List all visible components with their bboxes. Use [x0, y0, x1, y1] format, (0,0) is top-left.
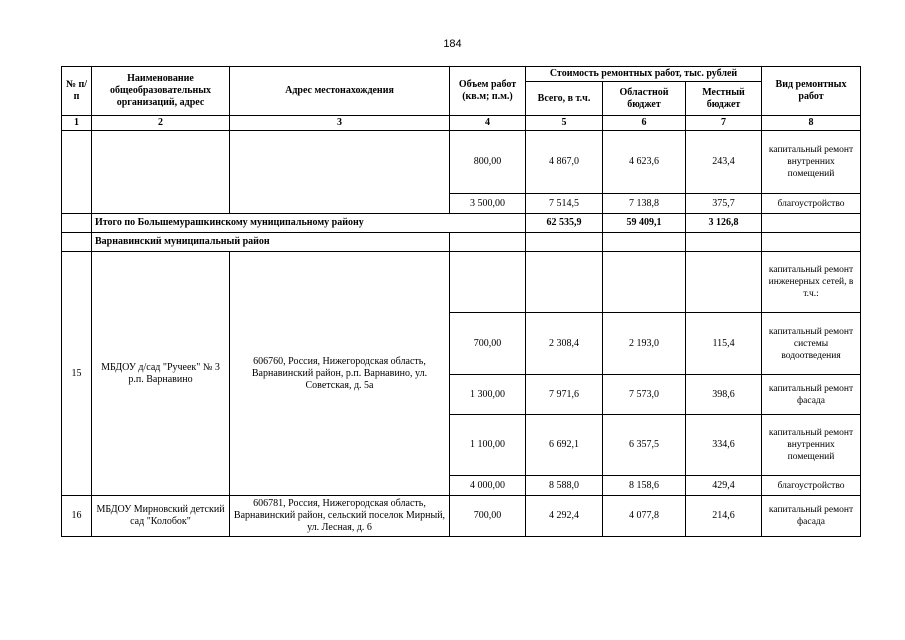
subtotal-total: 62 535,9 [526, 214, 603, 233]
header-num: № п/п [62, 67, 92, 116]
work-type-cell: благоустройство [762, 476, 861, 496]
regional-cell: 4 623,6 [603, 131, 686, 194]
subtotal-label: Итого по Большемурашкинскому муниципальному району [92, 214, 526, 233]
work-type-cell: благоустройство [762, 194, 861, 214]
volume-cell: 1 300,00 [450, 375, 526, 415]
page-number: 184 [443, 38, 462, 50]
col-number: 5 [526, 116, 603, 131]
regional-cell: 4 077,8 [603, 496, 686, 537]
empty-cell [686, 233, 762, 252]
column-number-row [62, 116, 861, 131]
col-number: 4 [450, 116, 526, 131]
total-cell: 4 867,0 [526, 131, 603, 194]
empty-cell [62, 131, 92, 214]
regional-cell: 6 357,5 [603, 415, 686, 476]
empty-cell [526, 233, 603, 252]
col-number: 2 [92, 116, 230, 131]
local-cell: 398,6 [686, 375, 762, 415]
local-cell: 429,4 [686, 476, 762, 496]
header-work-type: Вид ремонтных работ [762, 67, 861, 116]
total-cell: 8 588,0 [526, 476, 603, 496]
org-name: МБДОУ Мирновский детский сад "Колобок" [92, 496, 230, 537]
empty-cell [450, 233, 526, 252]
volume-cell: 800,00 [450, 131, 526, 194]
col-number: 6 [603, 116, 686, 131]
work-type-cell: капитальный ремонт фасада [762, 375, 861, 415]
org-address: 606760, Россия, Нижегородская область, Варнавинский район, р.п. Варнавино, ул. Советская, д. 5а [230, 252, 450, 496]
subtotal-local: 3 126,8 [686, 214, 762, 233]
work-type-cell: капитальный ремонт инженерных сетей, в т.ч.: [762, 252, 861, 313]
total-cell: 7 971,6 [526, 375, 603, 415]
local-cell [686, 252, 762, 313]
work-type-cell: капитальный ремонт внутренних помещений [762, 131, 861, 194]
local-cell: 115,4 [686, 313, 762, 375]
regional-cell: 7 573,0 [603, 375, 686, 415]
work-type-cell: капитальный ремонт внутренних помещений [762, 415, 861, 476]
volume-cell: 1 100,00 [450, 415, 526, 476]
subtotal-row [62, 214, 861, 233]
regional-cell: 2 193,0 [603, 313, 686, 375]
table-row [62, 496, 861, 537]
repair-costs-table [61, 66, 861, 537]
district-name: Варнавинский муниципальный район [92, 233, 450, 252]
col-number: 7 [686, 116, 762, 131]
volume-cell: 4 000,00 [450, 476, 526, 496]
org-name: МБДОУ д/сад "Ручеек" № 3 р.п. Варнавино [92, 252, 230, 496]
table-row [62, 131, 861, 194]
volume-cell: 700,00 [450, 313, 526, 375]
local-cell: 375,7 [686, 194, 762, 214]
header-local: Местный бюджет [686, 82, 762, 116]
header-cost-group: Стоимость ремонтных работ, тыс. рублей [526, 67, 762, 82]
header-regional: Областной бюджет [603, 82, 686, 116]
empty-cell [603, 233, 686, 252]
total-cell: 4 292,4 [526, 496, 603, 537]
regional-cell: 8 158,6 [603, 476, 686, 496]
work-type-cell: капитальный ремонт системы водоотведения [762, 313, 861, 375]
header-name: Наименование общеобразовательных организаций, адрес [92, 67, 230, 116]
total-cell: 7 514,5 [526, 194, 603, 214]
col-number: 3 [230, 116, 450, 131]
volume-cell: 700,00 [450, 496, 526, 537]
empty-cell [762, 233, 861, 252]
local-cell: 214,6 [686, 496, 762, 537]
header-total: Всего, в т.ч. [526, 82, 603, 116]
empty-cell [62, 214, 92, 233]
empty-cell [92, 131, 230, 214]
work-type-cell: капитальный ремонт фасада [762, 496, 861, 537]
total-cell [526, 252, 603, 313]
header-volume: Объем работ (кв.м; п.м.) [450, 67, 526, 116]
empty-cell [762, 214, 861, 233]
district-row [62, 233, 861, 252]
volume-cell [450, 252, 526, 313]
total-cell: 6 692,1 [526, 415, 603, 476]
col-number: 1 [62, 116, 92, 131]
local-cell: 243,4 [686, 131, 762, 194]
volume-cell: 3 500,00 [450, 194, 526, 214]
header-address: Адрес местонахождения [230, 67, 450, 116]
col-number: 8 [762, 116, 861, 131]
subtotal-regional: 59 409,1 [603, 214, 686, 233]
empty-cell [230, 131, 450, 214]
regional-cell: 7 138,8 [603, 194, 686, 214]
org-number: 15 [62, 252, 92, 496]
empty-cell [62, 233, 92, 252]
org-address: 606781, Россия, Нижегородская область, Варнавинский район, сельский поселок Мирный, ул. Лесная, д. 6 [230, 496, 450, 537]
regional-cell [603, 252, 686, 313]
table-row [62, 252, 861, 313]
total-cell: 2 308,4 [526, 313, 603, 375]
org-number: 16 [62, 496, 92, 537]
local-cell: 334,6 [686, 415, 762, 476]
